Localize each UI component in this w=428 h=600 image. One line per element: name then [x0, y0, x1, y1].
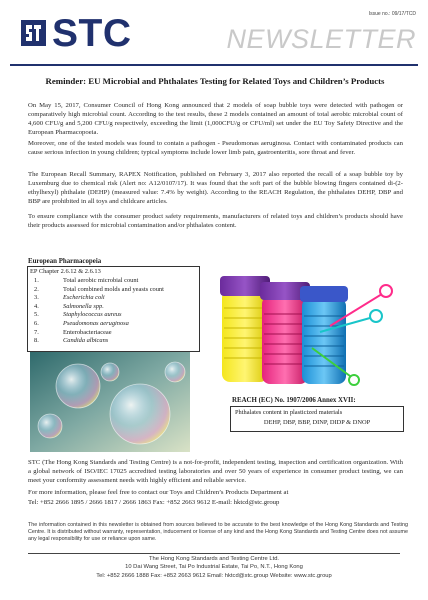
disclaimer: The information contained in this newsletter is obtained from sources believed to be accurate to the best knowledge of the Hong Kong Standards and Testing Centre. It is distributed without warranty, representation, inducement or license of any kind and the Hong Kong Standards and Testing Centre does not assume any legal responsibility for use or reliance upon same. [28, 522, 408, 543]
soap-bubble-bottles-image [200, 256, 400, 396]
pharmacopeia-item-text: Staphylococcus aureus [63, 311, 122, 319]
paragraph-contact-intro: For more information, please feel free to contact our Toys and Children’s Products Department at [28, 489, 289, 496]
pharmacopeia-list [28, 277, 199, 346]
pharmacopeia-item-number: 3. [34, 294, 39, 302]
pharmacopeia-row [28, 277, 199, 286]
paragraph-compliance: To ensure compliance with the consumer product safety requirements, manufacturers of related toys and children’s products should have their products assessed for microbial contamination and/or phthalates content. [28, 213, 403, 230]
pharmacopeia-item-number: 8. [34, 337, 39, 345]
reach-heading: REACH (EC) No. 1907/2006 Annex XVII: [232, 397, 356, 404]
pharmacopeia-heading: European Pharmacopeia [28, 258, 102, 265]
pharmacopeia-item-number: 7. [34, 328, 39, 336]
pharmacopeia-item-text: Total combined molds and yeasts count [63, 285, 164, 293]
footer-address: 10 Dai Wang Street, Tai Po Industrial Estate, Tai Po, N.T., Hong Kong [125, 564, 303, 570]
reach-phthalates-label: Phthalates content in plasticized materials [235, 409, 343, 416]
pharmacopeia-row [28, 329, 199, 338]
pharmacopeia-item-number: 5. [34, 311, 39, 319]
stc-logo-icon [21, 20, 46, 46]
logo-text: STC [52, 12, 132, 55]
pharmacopeia-item-text: Pseudomonas aeruginosa [63, 319, 129, 327]
reach-table [230, 406, 404, 432]
pharmacopeia-item-text: Candida albicans [63, 337, 109, 345]
footer-company: The Hong Kong Standards and Testing Centre Ltd. [148, 556, 280, 562]
issue-number: Issue no.: 09/17/TCD [368, 11, 416, 17]
paragraph-about-stc: STC (The Hong Kong Standards and Testing Centre) is a not-for-profit, independent testing, inspection and certification organization. With a global network of ISO/IEC 17025 accredited testing laboratories and over 50 years of experience in consumer product testing, we can meet your conformity assessment needs with highly efficient and reliable service. [28, 459, 403, 485]
pharmacopeia-row [28, 303, 199, 312]
pharmacopeia-row [28, 286, 199, 295]
paragraph-pathogen: Moreover, one of the tested models was found to contain a pathogen - Pseudomonas aeruginosa. Contact with contaminated products can cause serious infection in young children; typical symptoms include lower limb pain, gastroenteritis, sore throat and fever. [28, 140, 403, 157]
pharmacopeia-item-text: Escherichia coli [63, 294, 105, 302]
pharmacopeia-item-text: Total aerobic microbial count [63, 277, 139, 284]
pharmacopeia-chapter: EP Chapter 2.6.12 & 2.6.13 [30, 268, 101, 275]
paragraph-announcement: On May 15, 2017, Consumer Council of Hong Kong announced that 2 models of soap bubble toys were detected with pathogen or comparatively high microbial count. According to the test results, these 2 models contained an amount of total aerobic microbial count of 4,600 CFU/g and 5,200 CFU/g respectively, exceeding the limit (1,000CFU/g or CFU/ml) set under the EU Toy Safety Directive and the European Pharmacopoeia. [28, 102, 403, 137]
pharmacopeia-item-text: Salmonella spp. [63, 302, 104, 310]
pharmacopeia-row [28, 320, 199, 329]
pharmacopeia-row [28, 294, 199, 303]
reach-phthalates-list: DEHP, DBP, BBP, DINP, DIDP & DNOP [263, 419, 371, 426]
paragraph-rapex: The European Recall Summary, RAPEX Notification, published on February 3, 2017 also reported the recall of a soap bubble toy by Luxemburg due to chemical risk (Alert no: A12/0107/17). It was found that the soft part of the bubble blowing fingers contained di-(2-ethylhexyl) phthalate (DEHP) (measured value: 7.4% by weight). According to the REACH Regulation, the phthalates DEHP, DBP and BBP are prohibited in all toys and childcare articles. [28, 171, 403, 206]
article-title: Reminder: EU Microbial and Phthalates Testing for Related Toys and Children’s Products [45, 76, 385, 86]
newsletter-banner: NEWSLETTER [226, 24, 416, 54]
header [0, 0, 428, 66]
pharmacopeia-item-number: 2. [34, 285, 39, 293]
pharmacopeia-item-number: 1. [34, 277, 39, 284]
soap-bubbles-image [30, 352, 190, 452]
pharmacopeia-table [27, 266, 200, 352]
pharmacopeia-item-number: 6. [34, 319, 39, 327]
department-contact: Tel: +852 2666 1895 / 2666 1817 / 2666 1863 Fax: +852 2663 9612 E-mail: hktcd@stc.group [28, 499, 280, 506]
footer-divider [28, 553, 400, 554]
pharmacopeia-row [28, 311, 199, 320]
footer-contact: Tel: +852 2666 1888 Fax: +852 2663 9612 Email: hktcd@stc.group Website: www.stc.group [96, 573, 332, 579]
pharmacopeia-item-number: 4. [34, 302, 39, 310]
header-divider [10, 64, 418, 66]
pharmacopeia-item-text: Enterobacteriaceae [63, 328, 112, 336]
pharmacopeia-row [28, 337, 199, 346]
